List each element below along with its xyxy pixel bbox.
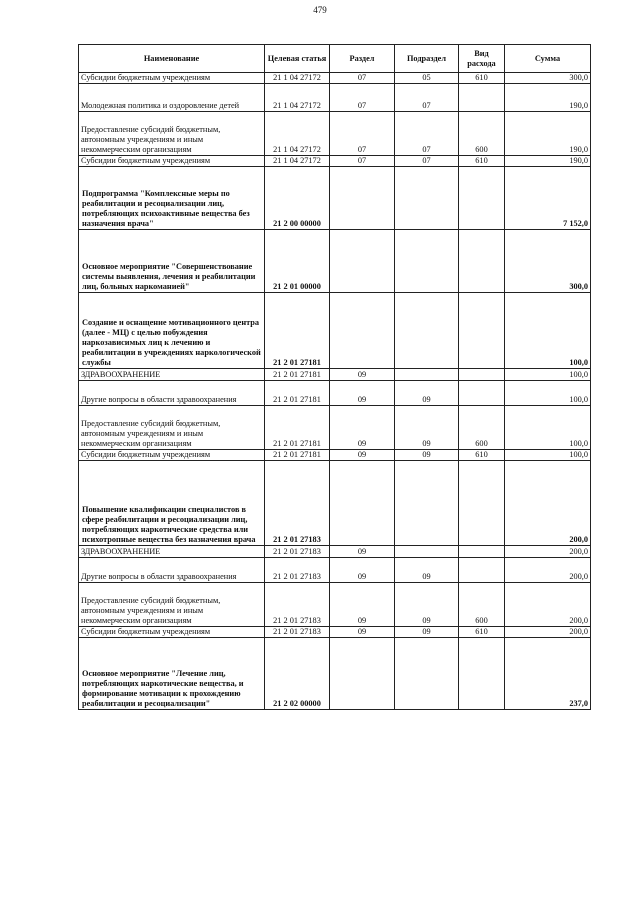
row-sum: 200,0 <box>505 546 591 558</box>
row-sum: 190,0 <box>505 84 591 112</box>
row-name: Субсидии бюджетным учреждениям <box>79 156 265 167</box>
row-code: 21 1 04 27172 <box>265 73 330 84</box>
table-row <box>79 73 591 84</box>
table-row <box>79 167 591 230</box>
row-sum: 100,0 <box>505 293 591 369</box>
row-subsection: 09 <box>395 406 459 450</box>
table-row <box>79 627 591 638</box>
page-number: 479 <box>313 5 327 15</box>
row-subsection <box>395 167 459 230</box>
row-expense: 610 <box>459 627 505 638</box>
row-sum: 100,0 <box>505 450 591 461</box>
row-sum: 190,0 <box>505 156 591 167</box>
row-name: Субсидии бюджетным учреждениям <box>79 73 265 84</box>
row-code: 21 2 01 27181 <box>265 406 330 450</box>
row-sum: 200,0 <box>505 461 591 546</box>
row-section: 09 <box>330 546 395 558</box>
row-code: 21 1 04 27172 <box>265 84 330 112</box>
row-code: 21 2 01 27183 <box>265 461 330 546</box>
header-name: Наименование <box>79 45 265 73</box>
row-sum: 300,0 <box>505 230 591 293</box>
header-subsection: Подраздел <box>395 45 459 73</box>
row-name: Другие вопросы в области здравоохранения <box>79 558 265 583</box>
row-code: 21 2 01 27183 <box>265 546 330 558</box>
table-row <box>79 293 591 369</box>
table-row <box>79 558 591 583</box>
row-name: ЗДРАВООХРАНЕНИЕ <box>79 369 265 381</box>
row-expense <box>459 84 505 112</box>
row-name: Предоставление субсидий бюджетным, автономным учреждениям и иным некоммерческим организациям <box>79 406 265 450</box>
row-section: 09 <box>330 381 395 406</box>
table-row <box>79 230 591 293</box>
row-sum: 237,0 <box>505 638 591 710</box>
header-section: Раздел <box>330 45 395 73</box>
row-subsection: 09 <box>395 558 459 583</box>
row-section: 07 <box>330 73 395 84</box>
row-expense: 600 <box>459 406 505 450</box>
row-section <box>330 461 395 546</box>
row-name: Подпрограмма "Комплексные меры по реабилитации и ресоциализации лиц, потребляющих психоактивные вещества без назначения врача" <box>79 167 265 230</box>
row-subsection <box>395 546 459 558</box>
row-expense <box>459 558 505 583</box>
row-section: 09 <box>330 369 395 381</box>
row-subsection <box>395 293 459 369</box>
row-section: 09 <box>330 406 395 450</box>
table-row <box>79 546 591 558</box>
row-expense: 600 <box>459 583 505 627</box>
table-row <box>79 450 591 461</box>
row-expense <box>459 369 505 381</box>
row-subsection <box>395 230 459 293</box>
row-subsection: 07 <box>395 112 459 156</box>
row-code: 21 2 01 27181 <box>265 369 330 381</box>
row-name: Основное мероприятие "Совершенствование системы выявления, лечения и реабилитации лиц, больных наркоманией" <box>79 230 265 293</box>
table-row <box>79 369 591 381</box>
table-row <box>79 461 591 546</box>
row-expense: 610 <box>459 450 505 461</box>
row-name: Субсидии бюджетным учреждениям <box>79 627 265 638</box>
row-code: 21 2 01 00000 <box>265 230 330 293</box>
row-code: 21 2 01 27181 <box>265 293 330 369</box>
row-expense: 610 <box>459 73 505 84</box>
row-subsection: 09 <box>395 381 459 406</box>
row-name: Создание и оснащение мотивационного центра (далее - МЦ) с целью побуждения наркозависимых лиц к лечению и реабилитации в учреждениях наркологической службы <box>79 293 265 369</box>
row-sum: 190,0 <box>505 112 591 156</box>
row-section: 07 <box>330 156 395 167</box>
header-expense: Вид расхода <box>459 45 505 73</box>
row-expense <box>459 638 505 710</box>
row-code: 21 1 04 27172 <box>265 112 330 156</box>
row-sum: 100,0 <box>505 406 591 450</box>
row-name: Молодежная политика и оздоровление детей <box>79 84 265 112</box>
row-sum: 100,0 <box>505 381 591 406</box>
row-section: 07 <box>330 112 395 156</box>
row-code: 21 2 00 00000 <box>265 167 330 230</box>
table-row <box>79 638 591 710</box>
row-expense <box>459 381 505 406</box>
row-code: 21 2 01 27183 <box>265 583 330 627</box>
table-row <box>79 84 591 112</box>
row-subsection: 09 <box>395 627 459 638</box>
row-sum: 100,0 <box>505 369 591 381</box>
row-subsection: 07 <box>395 156 459 167</box>
row-name: Предоставление субсидий бюджетным, автономным учреждениям и иным некоммерческим организациям <box>79 112 265 156</box>
row-expense <box>459 293 505 369</box>
table-row <box>79 583 591 627</box>
row-code: 21 2 02 00000 <box>265 638 330 710</box>
row-name: ЗДРАВООХРАНЕНИЕ <box>79 546 265 558</box>
row-name: Предоставление субсидий бюджетным, автономным учреждениям и иным некоммерческим организациям <box>79 583 265 627</box>
row-sum: 200,0 <box>505 627 591 638</box>
row-expense <box>459 230 505 293</box>
row-name: Повышение квалификации специалистов в сфере реабилитации и ресоциализации лиц, потребляющих наркотические средства или психотропные вещества без назначения врача <box>79 461 265 546</box>
row-section <box>330 167 395 230</box>
row-name: Основное мероприятие "Лечение лиц, потребляющих наркотические вещества, и формирование мотивации к прохождению реабилитации и ресоциализации" <box>79 638 265 710</box>
row-subsection: 09 <box>395 450 459 461</box>
row-subsection: 07 <box>395 84 459 112</box>
row-code: 21 2 01 27181 <box>265 450 330 461</box>
row-code: 21 2 01 27181 <box>265 381 330 406</box>
row-section <box>330 230 395 293</box>
row-code: 21 1 04 27172 <box>265 156 330 167</box>
row-section: 09 <box>330 583 395 627</box>
row-sum: 300,0 <box>505 73 591 84</box>
header-code: Целевая статья <box>265 45 330 73</box>
table-header-row <box>79 45 591 73</box>
row-expense: 600 <box>459 112 505 156</box>
row-expense <box>459 167 505 230</box>
row-code: 21 2 01 27183 <box>265 558 330 583</box>
row-subsection <box>395 638 459 710</box>
budget-table <box>78 44 591 710</box>
header-sum: Сумма <box>505 45 591 73</box>
row-expense: 610 <box>459 156 505 167</box>
row-subsection: 05 <box>395 73 459 84</box>
table-row <box>79 381 591 406</box>
row-section: 09 <box>330 450 395 461</box>
row-expense <box>459 546 505 558</box>
row-section: 09 <box>330 627 395 638</box>
row-expense <box>459 461 505 546</box>
row-subsection <box>395 369 459 381</box>
row-code: 21 2 01 27183 <box>265 627 330 638</box>
row-sum: 7 152,0 <box>505 167 591 230</box>
row-section <box>330 293 395 369</box>
table-row <box>79 112 591 156</box>
table-row <box>79 406 591 450</box>
row-sum: 200,0 <box>505 558 591 583</box>
table-row <box>79 156 591 167</box>
row-section: 07 <box>330 84 395 112</box>
row-subsection <box>395 461 459 546</box>
row-subsection: 09 <box>395 583 459 627</box>
row-name: Субсидии бюджетным учреждениям <box>79 450 265 461</box>
row-name: Другие вопросы в области здравоохранения <box>79 381 265 406</box>
row-section: 09 <box>330 558 395 583</box>
row-section <box>330 638 395 710</box>
row-sum: 200,0 <box>505 583 591 627</box>
